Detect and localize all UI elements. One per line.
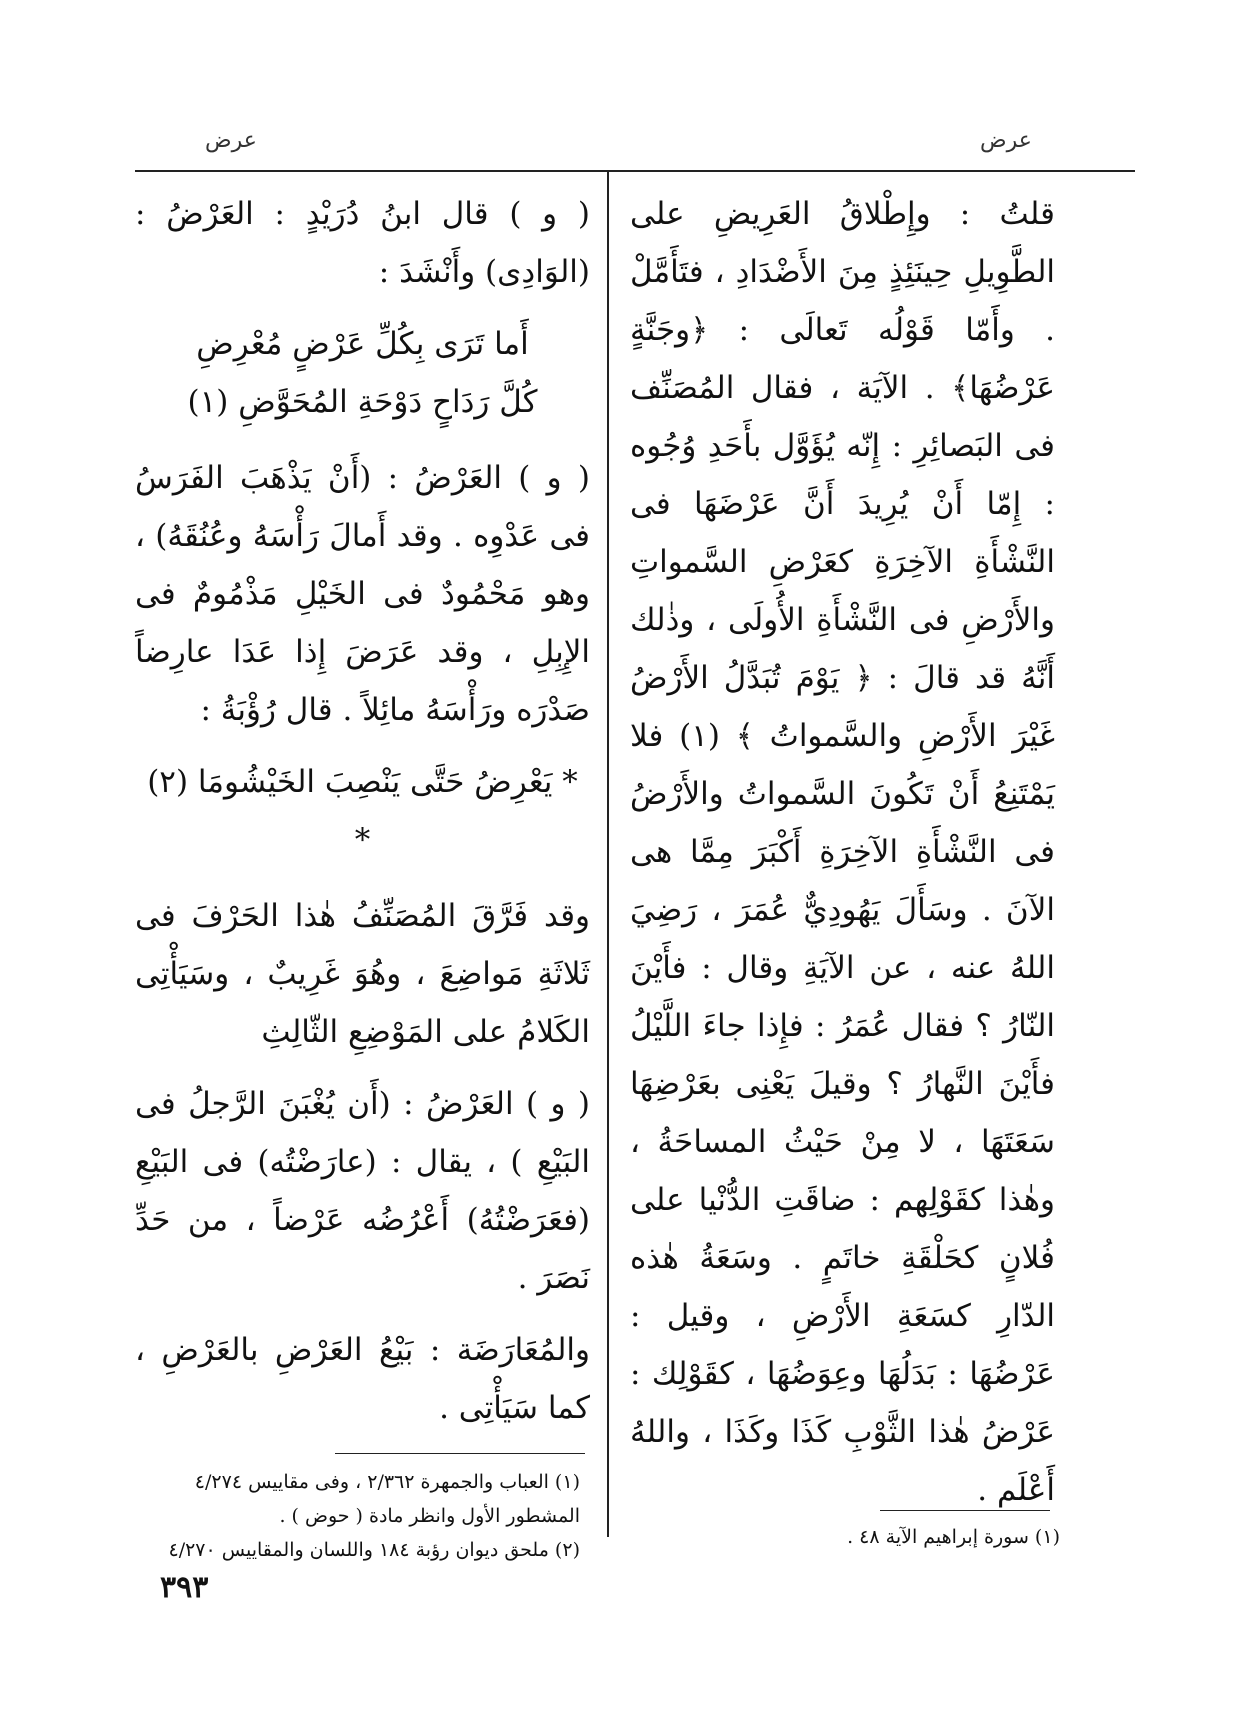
verse-line: كُلَّ رَدَاحٍ دَوْحَةِ المُحَوَّضِ (١)	[187, 384, 538, 420]
left-text-column	[135, 185, 590, 1451]
body-paragraph: وقد فَرَّقَ المُصَنِّفُ هٰذا الحَرْفَ فى ثَلاثَةِ مَواضِعَ ، وهُوَ غَرِيبٌ ، وسَيَأْتِى الكَلامُ على المَوْضِعِ الثّالِثِ	[135, 898, 590, 1050]
footnote: (١) سورة إبراهيم الآية ٤٨ .	[847, 1526, 1060, 1548]
body-paragraph: ( و ) العَرْضُ : (أَنْ يَذْهَبَ الفَرَسُ فى عَدْوِه . وقد أَمالَ رَأْسَهُ وعُنُقَهُ) ، وهو مَحْمُودٌ فى الخَيْلِ مَذْمُومٌ فى الإِبِلِ ، وقد عَرَضَ إِذا عَدَا عارِضاً صَدْرَه ورَأْسَهُ مائِلاً . قال رُؤْبَةُ :	[135, 460, 590, 728]
footnote-rule-right	[880, 1510, 1050, 1511]
body-paragraph: ( و ) العَرْضُ : (أَن يُغْبَنَ الرَّجلُ فى البَيْعِ ) ، يقال : (عارَضْتُه) فى البَيْعِ (فعَرَضْتُهُ) أَعْرُضُه عَرْضاً ، من حَدِّ نَصَرَ .	[135, 1086, 590, 1296]
right-text-column	[630, 185, 1055, 1533]
running-head-right: عرض	[980, 128, 1032, 153]
verse-block	[135, 315, 590, 431]
footnotes-right	[640, 1520, 1060, 1554]
body-paragraph: ( و ) قال ابنُ دُرَيْدٍ : العَرْضُ : (الوَادِى) وأَنْشَدَ :	[135, 196, 590, 290]
verse-line: * يَعْرِضُ حَتَّى يَنْصِبَ الخَيْشُومَا (٢) *	[147, 764, 578, 858]
running-head-left: عرض	[205, 128, 257, 153]
footnote-rule-left	[335, 1453, 585, 1454]
verse-line: أَما تَرَى بِكُلِّ عَرْضٍ مُعْرِضِ	[196, 326, 529, 362]
page-number: ٣٩٣	[160, 1570, 209, 1605]
footnote: (١) العباب والجمهرة ٢/٣٦٢ ، وفى مقاييس ٤/٢٧٤ المشطور الأول وانظر مادة ( حوض ) .	[194, 1471, 580, 1527]
body-paragraph: قلتُ : وإِطْلاقُ العَرِيضِ على الطَّوِيلِ حِينَئِذٍ مِنَ الأَضْدَادِ ، فتَأَمَّلْ . وأَمّا قَوْلُه تَعالَى : ﴿وجَنَّةٍ عَرْضُهَا﴾ . الآيَة ، فقال المُصَنِّف فى البَصائِرِ : إِنّه يُؤَوَّل بأَحَدِ وُجُوه : إِمّا أَنْ يُرِيدَ أَنَّ عَرْضَهَا فى النَّشْأَةِ الآخِرَةِ كعَرْضِ السَّمواتِ والأَرْضِ فى النَّشْأَةِ الأُولَى ، وذٰلك أَنَّهُ قد قالَ : ﴿ يَوْمَ تُبَدَّلُ الأَرْضُ غَيْرَ الأَرْضِ والسَّمواتُ ﴾ (١) فلا يَمْتَنِعُ أَنْ تَكُونَ السَّمواتُ والأَرْضُ فى النَّشْأَةِ الآخِرَةِ أَكْبَرَ مِمَّا هى الآنَ . وسَأَلَ يَهُودِيٌّ عُمَرَ ، رَضِيَ اللهُ عنه ، عن الآيَةِ وقال : فأَيْنَ النّارُ ؟ فقال عُمَرُ : فإِذا جاءَ اللَّيْلُ فأَيْنَ النَّهارُ ؟ وقيلَ يَعْنِى بعَرْضِهَا سَعَتَهَا ، لا مِنْ حَيْثُ المساحَةُ ، وهٰذا كقَوْلِهم : ضاقَتِ الدُّنْيا على فُلانٍ كحَلْقَةِ خاتَمٍ . وسَعَةُ هٰذه الدّارِ كسَعَةِ الأَرْضِ ، وقيل : عَرْضُهَا : بَدَلُهَا وعِوَضُهَا ، كقَوْلِك : عَرْضُ هٰذا الثَّوْبِ كَذَا وكَذَا ، واللهُ أَعْلَم .	[630, 196, 1055, 1508]
footnote: (٢) ملحق ديوان رؤبة ١٨٤ واللسان والمقاييس ٤/٢٧٠	[168, 1539, 580, 1561]
body-paragraph: والمُعَارَضَة : بَيْعُ العَرْضِ بالعَرْضِ ، كما سَيَأْتِى .	[135, 1332, 590, 1426]
column-divider	[607, 172, 609, 1537]
header-rule	[135, 170, 1135, 172]
footnotes-left	[120, 1465, 580, 1567]
